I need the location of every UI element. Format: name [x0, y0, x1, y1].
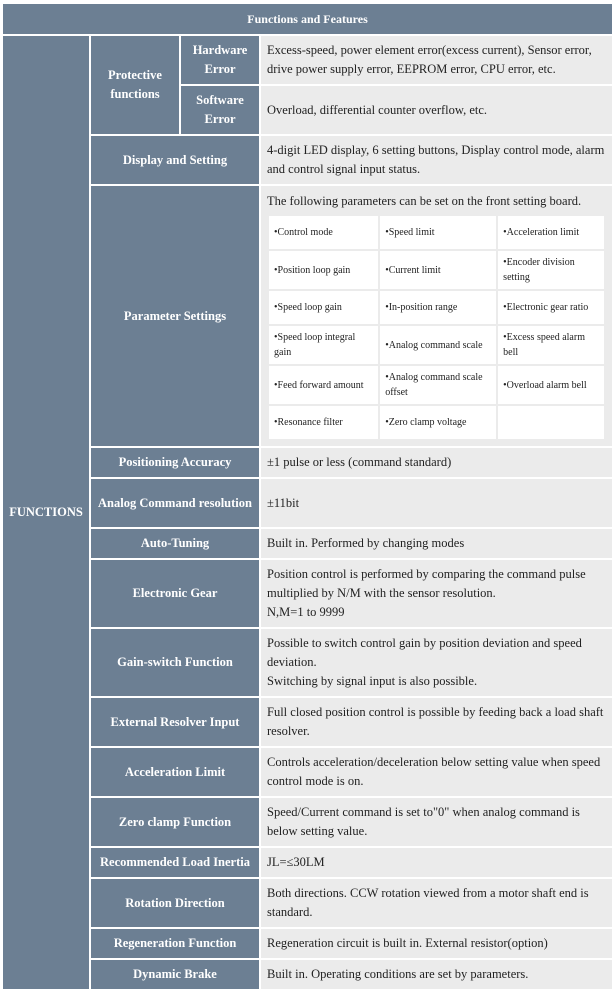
spec-row-rotation-direction: [2, 878, 613, 928]
zero-clamp-function-text: Speed/Current command is set to"0" when analog command is below setting value.: [267, 805, 580, 838]
analog-command-resolution-label: Analog Command resolution: [90, 478, 260, 528]
recommended-load-inertia-label: Recommended Load Inertia: [90, 847, 260, 878]
parameter-item: •Encoder division setting: [497, 250, 605, 290]
gain-switch-function-value: [260, 628, 613, 697]
spec-row-analog-command-resolution: [2, 478, 613, 528]
parameter-item: •Analog command scale: [379, 325, 497, 365]
spec-row-auto-tuning: [2, 528, 613, 559]
positioning-accuracy-value: [260, 447, 613, 478]
hardware-error-value: Excess-speed, power element error(excess current), Sensor error, drive power supply error, EEPROM error, CPU error, etc.: [260, 35, 613, 85]
protective-functions-label: Protective functions: [90, 35, 180, 135]
analog-command-resolution-value: [260, 478, 613, 528]
external-resolver-input-label: External Resolver Input: [90, 697, 260, 747]
positioning-accuracy-text: ±1 pulse or less (command standard): [267, 455, 452, 469]
spec-row-acceleration-limit: [2, 747, 613, 797]
display-setting-label: Display and Setting: [90, 135, 260, 185]
parameter-item: [497, 405, 605, 440]
table-title: Functions and Features: [2, 3, 613, 35]
auto-tuning-value: [260, 528, 613, 559]
parameter-item: •Speed limit: [379, 215, 497, 250]
auto-tuning-label: Auto-Tuning: [90, 528, 260, 559]
spec-row-external-resolver-input: [2, 697, 613, 747]
electronic-gear-text-2: N,M=1 to 9999: [267, 605, 345, 619]
parameter-row: [268, 215, 605, 250]
acceleration-limit-label: Acceleration Limit: [90, 747, 260, 797]
rotation-direction-value: [260, 878, 613, 928]
dynamic-brake-value: [260, 959, 613, 990]
external-resolver-input-text: Full closed position control is possible by feeding back a load shaft resolver.: [267, 705, 604, 738]
functions-features-table: [1, 2, 613, 991]
parameter-grid: [267, 214, 606, 441]
parameter-item: •Acceleration limit: [497, 215, 605, 250]
electronic-gear-value: [260, 559, 613, 628]
spec-row-gain-switch-function: [2, 628, 613, 697]
parameter-intro: The following parameters can be set on the front setting board.: [267, 194, 582, 208]
parameter-item: •Analog command scale offset: [379, 365, 497, 405]
display-setting-value: 4-digit LED display, 6 setting buttons, Display control mode, alarm and control signal input status.: [260, 135, 613, 185]
dynamic-brake-label: Dynamic Brake: [90, 959, 260, 990]
acceleration-limit-value: [260, 747, 613, 797]
parameter-row: [268, 250, 605, 290]
parameter-item: •Resonance filter: [268, 405, 379, 440]
parameter-item: •Speed loop integral gain: [268, 325, 379, 365]
parameter-item: •Position loop gain: [268, 250, 379, 290]
parameter-item: •Speed loop gain: [268, 290, 379, 325]
parameter-row: [268, 325, 605, 365]
gain-switch-function-text: Possible to switch control gain by position deviation and speed deviation.: [267, 636, 582, 669]
gain-switch-function-text-2: Switching by signal input is also possible.: [267, 674, 478, 688]
positioning-accuracy-label: Positioning Accuracy: [90, 447, 260, 478]
parameter-item: •Overload alarm bell: [497, 365, 605, 405]
parameter-item: •Feed forward amount: [268, 365, 379, 405]
spec-row-regeneration-function: [2, 928, 613, 959]
zero-clamp-function-label: Zero clamp Function: [90, 797, 260, 847]
parameter-settings-label: Parameter Settings: [90, 185, 260, 447]
recommended-load-inertia-text: JL=≤30LM: [267, 855, 325, 869]
analog-command-resolution-text: ±11bit: [267, 495, 300, 510]
parameter-item: •In-position range: [379, 290, 497, 325]
category-label: FUNCTIONS: [2, 35, 90, 990]
spec-row-electronic-gear: [2, 559, 613, 628]
gain-switch-function-label: Gain-switch Function: [90, 628, 260, 697]
rotation-direction-label: Rotation Direction: [90, 878, 260, 928]
software-error-label: Software Error: [180, 85, 260, 135]
external-resolver-input-value: [260, 697, 613, 747]
parameter-row: [268, 365, 605, 405]
spec-row-dynamic-brake: [2, 959, 613, 990]
regeneration-function-text: Regeneration circuit is built in. External resistor(option): [267, 936, 548, 950]
recommended-load-inertia-value: [260, 847, 613, 878]
parameter-row: [268, 405, 605, 440]
dynamic-brake-text: Built in. Operating conditions are set by parameters.: [267, 967, 529, 981]
auto-tuning-text: Built in. Performed by changing modes: [267, 536, 465, 550]
spec-row-zero-clamp-function: [2, 797, 613, 847]
parameter-item: •Zero clamp voltage: [379, 405, 497, 440]
electronic-gear-label: Electronic Gear: [90, 559, 260, 628]
parameter-item: •Electronic gear ratio: [497, 290, 605, 325]
zero-clamp-function-value: [260, 797, 613, 847]
parameter-item: •Excess speed alarm bell: [497, 325, 605, 365]
regeneration-function-value: [260, 928, 613, 959]
rotation-direction-text: Both directions. CCW rotation viewed from a motor shaft end is standard.: [267, 886, 589, 919]
parameter-row: [268, 290, 605, 325]
acceleration-limit-text: Controls acceleration/deceleration below setting value when speed control mode is on.: [267, 755, 601, 788]
software-error-value: Overload, differential counter overflow, etc.: [260, 85, 613, 135]
parameter-item: •Current limit: [379, 250, 497, 290]
parameter-item: •Control mode: [268, 215, 379, 250]
regeneration-function-label: Regeneration Function: [90, 928, 260, 959]
electronic-gear-text: Position control is performed by comparing the command pulse multiplied by N/M with the sensor resolution.: [267, 567, 586, 600]
spec-row-recommended-load-inertia: [2, 847, 613, 878]
hardware-error-label: Hardware Error: [180, 35, 260, 85]
spec-row-positioning-accuracy: [2, 447, 613, 478]
parameter-settings-value: [260, 185, 613, 447]
